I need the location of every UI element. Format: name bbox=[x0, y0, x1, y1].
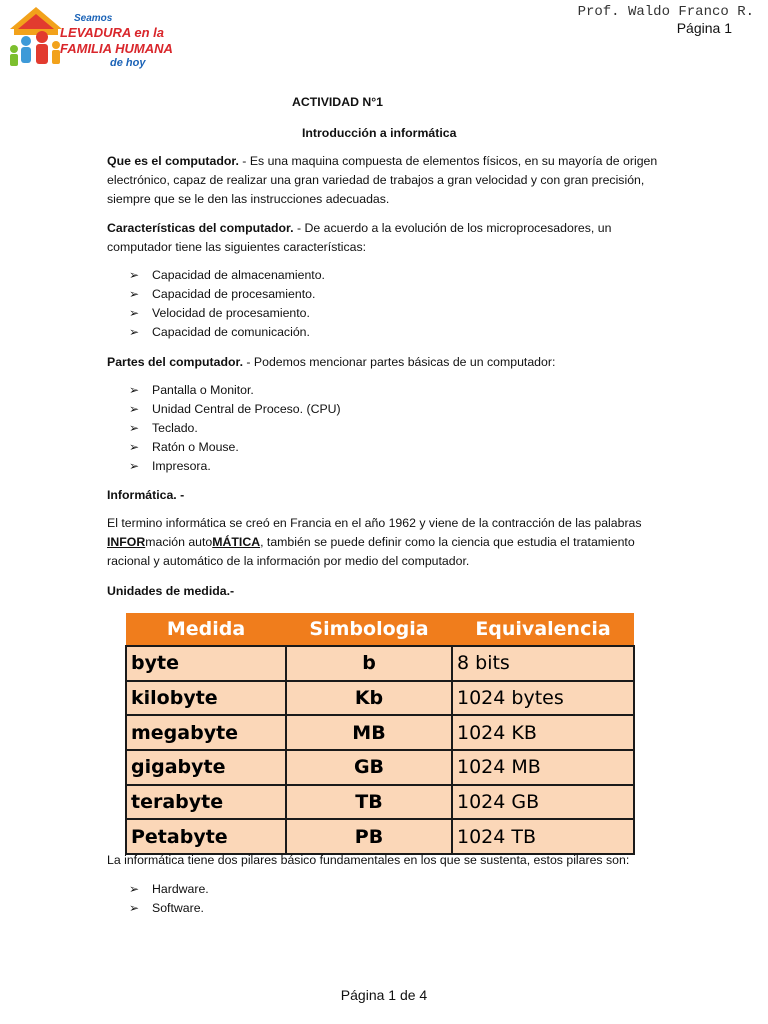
table-cell: 1024 MB bbox=[452, 750, 634, 785]
column-header: Simbologia bbox=[286, 613, 452, 646]
informatics-paragraph: El termino informática se creó en Francia en el año 1962 y viene de la contracción de las palabras INFORmación autoMÁTICA, también se puede definir como la ciencia que estudia el tratamiento racional y automático de la información por medio del computador. bbox=[107, 516, 642, 568]
parts-list bbox=[107, 381, 667, 476]
features-text: - De acuerdo a la evolución de los microprocesadores, un computador tiene las siguientes características: bbox=[107, 221, 612, 254]
table-cell: 1024 bytes bbox=[452, 681, 634, 716]
arrow-bullet-icon: ➢ bbox=[129, 882, 140, 896]
table-cell: kilobyte bbox=[126, 681, 286, 716]
arrow-bullet-icon: ➢ bbox=[129, 459, 140, 473]
arrow-bullet-icon: ➢ bbox=[129, 421, 140, 435]
list-item: ➢ Unidad Central de Proceso. (CPU) bbox=[107, 400, 667, 419]
table-header-row bbox=[126, 613, 634, 646]
header-page-number: Página 1 bbox=[676, 20, 732, 36]
column-header: Medida bbox=[126, 613, 286, 646]
logo-text-seamos: Seamos bbox=[74, 13, 113, 24]
table-cell: 1024 GB bbox=[452, 785, 634, 820]
table-cell: 8 bits bbox=[452, 646, 634, 681]
arrow-bullet-icon: ➢ bbox=[129, 440, 140, 454]
table-row bbox=[126, 715, 634, 750]
list-item: ➢ Pantalla o Monitor. bbox=[107, 381, 667, 400]
column-header: Equivalencia bbox=[452, 613, 634, 646]
parts-heading: Partes del computador. bbox=[107, 355, 243, 369]
author-name: Prof. Waldo Franco R. bbox=[577, 4, 754, 20]
list-item: ➢ Velocidad de procesamiento. bbox=[107, 304, 667, 323]
logo-text-de-hoy: de hoy bbox=[110, 57, 146, 69]
pillars-paragraph: La informática tiene dos pilares básico fundamentales en los que se sustenta, estos pilares son: bbox=[107, 853, 630, 867]
arrow-bullet-icon: ➢ bbox=[129, 901, 140, 915]
parts-text: - Podemos mencionar partes básicas de un computador: bbox=[243, 355, 556, 369]
list-item: ➢ Capacidad de comunicación. bbox=[107, 323, 667, 342]
list-item: ➢ Capacidad de procesamiento. bbox=[107, 285, 667, 304]
list-item: ➢ Capacidad de almacenamiento. bbox=[107, 266, 667, 285]
table-cell: GB bbox=[286, 750, 452, 785]
organization-logo bbox=[6, 3, 206, 75]
informatics-heading: Informática. - bbox=[107, 488, 185, 502]
parts-paragraph bbox=[107, 353, 667, 372]
table-cell: TB bbox=[286, 785, 452, 820]
document-title: ACTIVIDAD N°1 bbox=[292, 95, 384, 109]
features-list bbox=[107, 266, 667, 342]
table-row bbox=[126, 819, 634, 854]
list-item: ➢ Impresora. bbox=[107, 457, 667, 476]
document-subtitle: Introducción a informática bbox=[302, 126, 457, 140]
features-paragraph bbox=[107, 219, 667, 257]
table-cell: b bbox=[286, 646, 452, 681]
arrow-bullet-icon: ➢ bbox=[129, 325, 140, 339]
table-cell: terabyte bbox=[126, 785, 286, 820]
arrow-bullet-icon: ➢ bbox=[129, 268, 140, 282]
arrow-bullet-icon: ➢ bbox=[129, 402, 140, 416]
list-item: ➢ Ratón o Mouse. bbox=[107, 438, 667, 457]
table-row bbox=[126, 681, 634, 716]
units-table bbox=[125, 613, 635, 855]
table-cell: Petabyte bbox=[126, 819, 286, 854]
pillars-list bbox=[107, 880, 667, 918]
footer-page-number: Página 1 de 4 bbox=[340, 987, 428, 1003]
table-cell: PB bbox=[286, 819, 452, 854]
table-cell: gigabyte bbox=[126, 750, 286, 785]
computer-definition-paragraph bbox=[107, 152, 667, 209]
table-row bbox=[126, 750, 634, 785]
table-cell: MB bbox=[286, 715, 452, 750]
arrow-bullet-icon: ➢ bbox=[129, 383, 140, 397]
list-item: ➢ Teclado. bbox=[107, 419, 667, 438]
table-cell: 1024 KB bbox=[452, 715, 634, 750]
table-cell: Kb bbox=[286, 681, 452, 716]
table-row bbox=[126, 785, 634, 820]
table-cell: 1024 TB bbox=[452, 819, 634, 854]
matica-emphasis: MÁTICA bbox=[212, 535, 261, 549]
table-cell: byte bbox=[126, 646, 286, 681]
features-heading: Características del computador. bbox=[107, 221, 294, 235]
computer-definition-heading: Que es el computador. bbox=[107, 154, 239, 168]
arrow-bullet-icon: ➢ bbox=[129, 287, 140, 301]
table-row bbox=[126, 646, 634, 681]
infor-emphasis: INFOR bbox=[107, 535, 146, 549]
arrow-bullet-icon: ➢ bbox=[129, 306, 140, 320]
units-heading: Unidades de medida.- bbox=[107, 584, 235, 598]
computer-definition-text: - Es una maquina compuesta de elementos físicos, en su mayoría de origen electrónico, capaz de realizar una gran variedad de trabajos a gran velocidad y con gran precisión, siempre que se le den las instrucciones adecuadas. bbox=[107, 154, 658, 206]
table-cell: megabyte bbox=[126, 715, 286, 750]
list-item: ➢ Hardware. bbox=[107, 880, 667, 899]
list-item: ➢ Software. bbox=[107, 899, 667, 918]
logo-text-levadura: LEVADURA en la bbox=[60, 25, 165, 40]
logo-text-familia: FAMILIA HUMANA bbox=[60, 41, 173, 56]
